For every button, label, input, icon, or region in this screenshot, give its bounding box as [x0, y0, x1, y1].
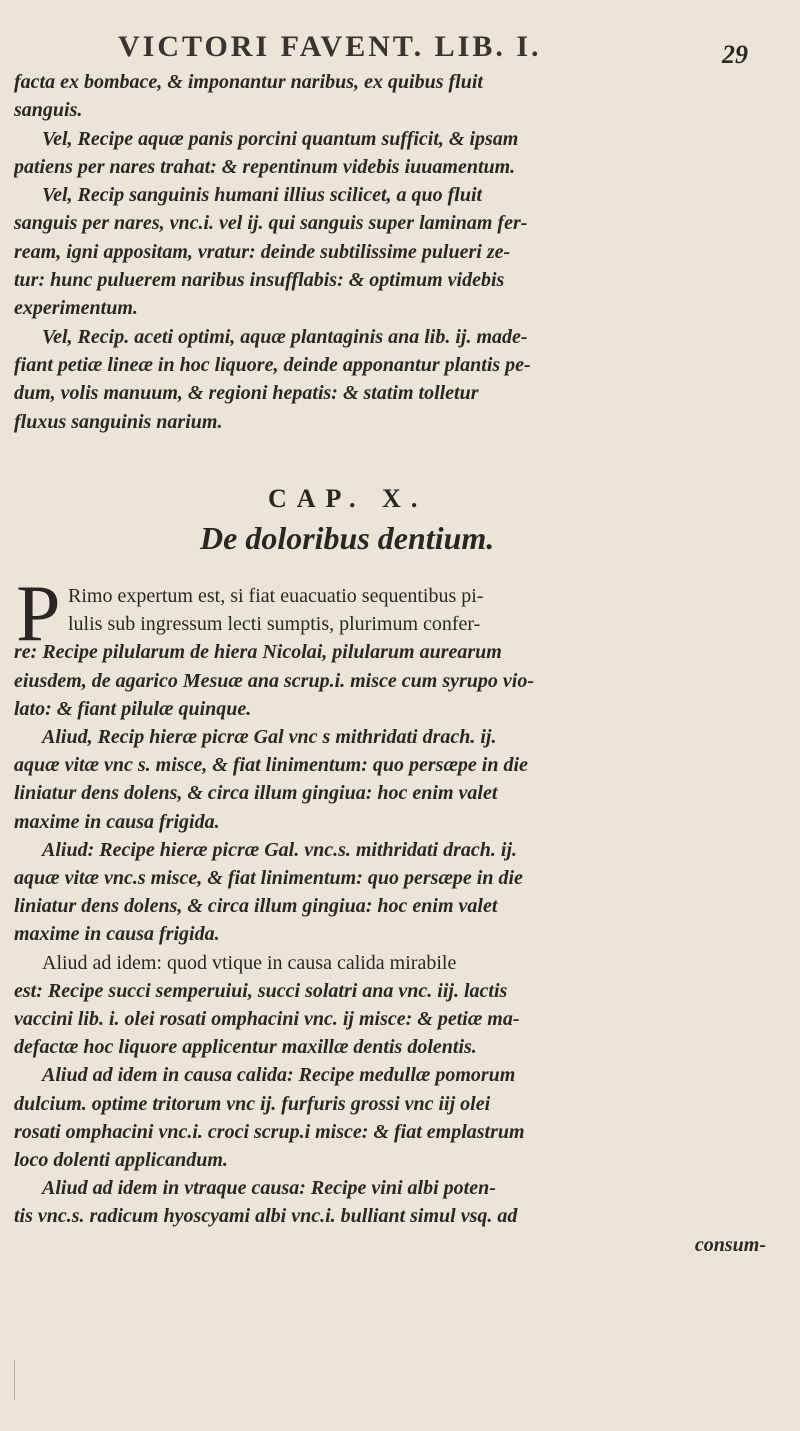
running-title: VICTORI FAVENT. LIB. I. — [118, 30, 542, 63]
chapter-number: CAP. X. — [268, 484, 428, 513]
text-line: sanguis per nares, vnc.i. vel ij. qui sanguis super laminam fer- — [14, 212, 528, 235]
text-line: est: Recipe succi semperuiui, succi solatri ana vnc. iij. lactis — [14, 979, 508, 1002]
text-line: fluxus sanguinis narium. — [14, 410, 223, 433]
drop-cap: P — [16, 570, 61, 658]
text-line: defactæ hoc liquore applicentur maxillæ dentis dolentis. — [14, 1036, 477, 1059]
text-line: Aliud ad idem in causa calida: Recipe medullæ pomorum — [42, 1064, 516, 1087]
text-line: facta ex bombace, & imponantur naribus, ex quibus fluit — [14, 71, 483, 93]
text-block-bottom — [14, 582, 788, 1259]
text-line: lulis sub ingressum lecti sumptis, plurimum confer- — [68, 613, 481, 636]
catchword: consum- — [694, 1233, 766, 1256]
text-line: experimentum. — [14, 297, 138, 320]
text-block-top — [14, 68, 788, 436]
text-line: ream, igni appositam, vratur: deinde subtilissime pulueri ze- — [14, 240, 511, 263]
chapter-title: De doloribus dentium. — [200, 520, 495, 556]
text-line: loco dolenti applicandum. — [14, 1149, 228, 1172]
text-line: maxime in causa frigida. — [14, 923, 220, 946]
text-line: dulcium. optime tritorum vnc ij. furfuris grossi vnc iij olei — [14, 1092, 491, 1115]
text-line: tur: hunc puluerem naribus insufflabis: & optimum videbis — [14, 269, 505, 292]
text-line: liniatur dens dolens, & circa illum gingiua: hoc enim valet — [14, 782, 498, 805]
text-line: liniatur dens dolens, & circa illum gingiua: hoc enim valet — [14, 895, 498, 918]
text-line: Aliud ad idem in vtraque causa: Recipe vini albi poten- — [42, 1177, 496, 1200]
text-line: Aliud: Recipe hieræ picræ Gal. vnc.s. mithridati drach. ij. — [42, 838, 518, 861]
text-line: Aliud ad idem: quod vtique in causa calida mirabile — [42, 951, 457, 974]
text-line: aquæ vitæ vnc.s misce, & fiat linimentum: quo persæpe in die — [14, 867, 523, 890]
text-line: Vel, Recip. aceti optimi, aquæ plantaginis ana lib. ij. made- — [42, 325, 528, 348]
text-line: sanguis. — [14, 99, 83, 122]
text-line: re: Recipe pilularum de hiera Nicolai, pilularum aurearum — [14, 641, 502, 664]
text-line: tis vnc.s. radicum hyoscyami albi vnc.i. bulliant simul vsq. ad — [14, 1205, 518, 1228]
text-line: Vel, Recipe aquæ panis porcini quantum sufficit, & ipsam — [42, 127, 519, 150]
text-line: patiens per nares trahat: & repentinum videbis iuuamentum. — [14, 155, 516, 178]
page-edge-mark — [14, 1360, 23, 1400]
text-line: Aliud, Recip hieræ picræ Gal vnc s mithridati drach. ij. — [42, 726, 497, 749]
page-number: 29 — [722, 40, 748, 69]
text-line: fiant petiæ lineæ in hoc liquore, deinde apponantur plantis pe- — [14, 353, 531, 376]
text-line: dum, volis manuum, & regioni hepatis: & statim tolletur — [14, 382, 479, 405]
text-line: lato: & fiant pilulæ quinque. — [14, 697, 252, 720]
text-line: aquæ vitæ vnc s. misce, & fiat linimentum: quo persæpe in die — [14, 754, 528, 777]
text-line: eiusdem, de agarico Mesuæ ana scrup.i. misce cum syrupo vio- — [14, 669, 534, 692]
text-line: Vel, Recip sanguinis humani illius scilicet, a quo fluit — [42, 184, 483, 207]
text-line: vaccini lib. i. olei rosati omphacini vnc. ij misce: & petiæ ma- — [14, 1008, 520, 1031]
text-line: maxime in causa frigida. — [14, 810, 220, 833]
text-line: rosati omphacini vnc.i. croci scrup.i misce: & fiat emplastrum — [14, 1120, 525, 1143]
text-line: Rimo expertum est, si fiat euacuatio sequentibus pi- — [68, 585, 484, 607]
